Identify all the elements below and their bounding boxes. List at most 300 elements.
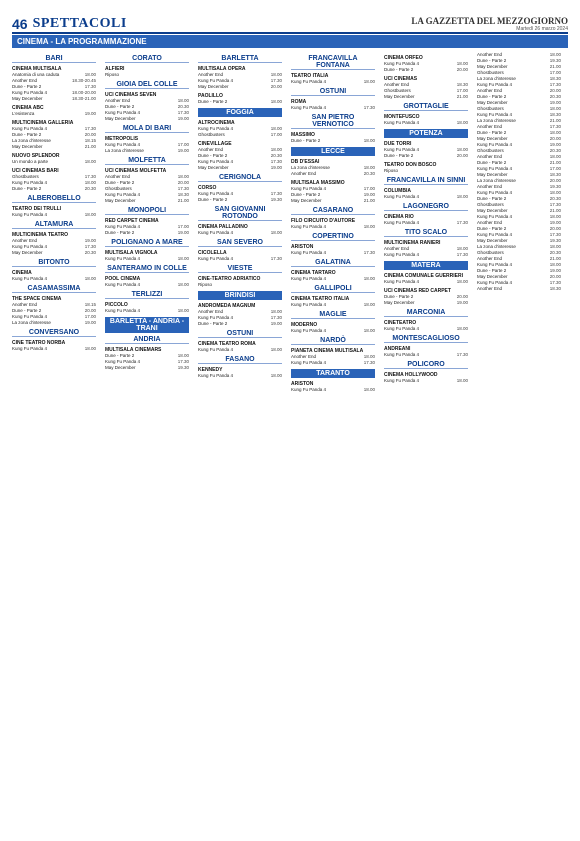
cinema-name: CINEMA COMUNALE GUERRIERI xyxy=(384,273,463,279)
showtimes: 20.00 xyxy=(270,84,282,89)
film-listing xyxy=(291,328,375,334)
showtimes: 18.00 xyxy=(177,98,189,103)
film-title: May December xyxy=(198,84,229,89)
showtimes: 18.00 xyxy=(270,72,282,77)
film-listing xyxy=(12,144,96,150)
showtimes: 18.00 xyxy=(84,212,96,217)
film-title: Kung Fu Panda 4 xyxy=(12,90,48,95)
showtimes: 18.00 xyxy=(270,347,282,352)
showtimes: 18.00 xyxy=(549,262,561,267)
film-title: Ghostbusters xyxy=(477,70,504,75)
film-listing xyxy=(12,276,96,282)
showtimes: 19.00 xyxy=(177,230,189,235)
region-banner: FOGGIA xyxy=(198,108,282,117)
film-title: May December xyxy=(105,198,136,203)
showtimes: 18.00 xyxy=(456,61,468,66)
city-heading: OSTUNI xyxy=(291,88,375,96)
city-heading: MAGLIE xyxy=(291,311,375,319)
showtimes: 19.00 xyxy=(549,142,561,147)
cinema-name: UCI CINEMAS MOLFETTA xyxy=(105,168,167,174)
section-banner: CINEMA - LA PROGRAMMAZIONE xyxy=(12,35,568,48)
film-listing xyxy=(291,387,375,393)
showtimes: 18.00 xyxy=(549,214,561,219)
film-title: Dune - Parte 2 xyxy=(384,294,414,299)
cinema-name: ARISTON xyxy=(291,244,314,250)
film-title: Kung Fu Panda 4 xyxy=(198,315,234,320)
showtimes: 21.00 xyxy=(456,94,468,99)
showtimes: 17.30 xyxy=(363,105,375,110)
film-title: Dune - Parte 2 xyxy=(12,186,42,191)
cinema-name: CINEMA RIO xyxy=(384,214,414,220)
film-listing xyxy=(105,308,189,314)
showtimes: 19.00 xyxy=(363,192,375,197)
film-title: Kung Fu Panda 4 xyxy=(477,82,513,87)
showtimes: 17.00 xyxy=(177,142,189,147)
film-title: Dune - Parte 2 xyxy=(477,58,507,63)
showtimes: 20.00 xyxy=(549,274,561,279)
showtimes: 18.00 xyxy=(177,256,189,261)
film-title: Kung Fu Panda 4 xyxy=(12,244,48,249)
film-title: Kung Fu Panda 4 xyxy=(12,126,48,131)
film-title: Another End xyxy=(105,174,131,179)
city-heading: SAN SEVERO xyxy=(198,239,282,247)
showtimes: 18.00 xyxy=(270,126,282,131)
film-title: Another End xyxy=(477,124,503,129)
showtimes: 20.00 xyxy=(456,153,468,158)
film-listing xyxy=(198,165,282,171)
film-title: La zona d'interesse xyxy=(291,165,330,170)
showtimes: 19.00 xyxy=(456,300,468,305)
cinema-name: ANDREANI xyxy=(384,346,411,352)
film-listing xyxy=(291,276,375,282)
cinema-name: CINEMA TEATRO ITALIA xyxy=(291,296,350,302)
showtimes: 18.30 xyxy=(456,82,468,87)
showtimes: 19.00 xyxy=(84,320,96,325)
film-title: Another End xyxy=(477,220,503,225)
showtimes: 18.00 xyxy=(456,279,468,284)
film-title: Dune - Parte 2 xyxy=(477,160,507,165)
film-title: La zona d'interesse xyxy=(12,320,51,325)
showtimes: 18.00 xyxy=(177,282,189,287)
film-title: Dune - Parte 2 xyxy=(477,94,507,99)
city-heading: ALTAMURA xyxy=(12,221,96,229)
showtimes: 19.00 xyxy=(84,238,96,243)
cinema-name: MONTEFUSCO xyxy=(384,114,420,120)
film-title: Kung Fu Panda 4 xyxy=(477,112,513,117)
film-listing xyxy=(12,111,96,117)
cinema-name: CINE TEATRO NORBA xyxy=(12,340,66,346)
showtimes: 19.00 xyxy=(177,116,189,121)
city-heading: GALATINA xyxy=(291,259,375,267)
film-listing xyxy=(384,279,468,285)
showtimes: 18.30 xyxy=(177,192,189,197)
showtimes: 17.00 xyxy=(549,70,561,75)
showtimes: 20.30 xyxy=(363,171,375,176)
showtimes: 18.15 xyxy=(84,138,96,143)
showtimes: 18.00 xyxy=(456,120,468,125)
city-heading: MOLFETTA xyxy=(105,157,189,165)
showtimes: 17.00 xyxy=(549,166,561,171)
cinema-name: NUOVO SPLENDOR xyxy=(12,153,60,159)
film-listing xyxy=(291,138,375,144)
film-title: Kung Fu Panda 4 xyxy=(198,373,234,378)
city-heading: LAGONEGRO xyxy=(384,203,468,211)
showtimes: 18.30-20.45 xyxy=(71,78,96,83)
showtimes: 18.30 xyxy=(549,76,561,81)
cinema-name: ALFIERI xyxy=(105,66,125,72)
cinema-name: PICCOLO xyxy=(105,302,128,308)
film-title: Kung Fu Panda 4 xyxy=(291,387,327,392)
city-heading: BITONTO xyxy=(12,259,96,267)
city-heading: POLIGNANO A MARE xyxy=(105,239,189,247)
cinema-name: UCI CINEMAS BARI xyxy=(12,168,59,174)
showtimes: 21.00 xyxy=(549,256,561,261)
city-heading: ANDRIA xyxy=(105,336,189,344)
city-heading: NARDÒ xyxy=(291,337,375,345)
film-title: Another End xyxy=(477,184,503,189)
film-title: Another End xyxy=(105,98,131,103)
film-title: Kung Fu Panda 4 xyxy=(105,282,141,287)
film-title: Kung Fu Panda 4 xyxy=(384,120,420,125)
showtimes: 18.00 xyxy=(270,230,282,235)
showtimes: 18.00 xyxy=(84,180,96,185)
city-heading: GALLIPOLI xyxy=(291,285,375,293)
showtimes: 18.00 xyxy=(363,354,375,359)
showtimes: 20.30 xyxy=(549,94,561,99)
listing-column xyxy=(198,52,282,832)
film-listing xyxy=(198,132,282,138)
showtimes: 17.30 xyxy=(270,191,282,196)
film-listing xyxy=(384,220,468,226)
film-title: May December xyxy=(477,274,508,279)
film-title: Kung Fu Panda 4 xyxy=(477,214,513,219)
cinema-name: PAOLILLO xyxy=(198,93,223,99)
film-title: La zona d'interesse xyxy=(477,178,516,183)
film-title: Dune - Parte 2 xyxy=(384,67,414,72)
film-listing xyxy=(12,346,96,352)
showtimes: 21.00 xyxy=(549,118,561,123)
showtimes: 20.00 xyxy=(549,136,561,141)
film-title: Another End xyxy=(12,78,38,83)
film-title: Dune - Parte 2 xyxy=(198,153,228,158)
cinema-name: POOL CINEMA xyxy=(105,276,141,282)
showtimes: 21.00 xyxy=(363,198,375,203)
film-listing xyxy=(105,256,189,262)
film-title: Another End xyxy=(291,171,317,176)
showtimes: 20.00 xyxy=(177,180,189,185)
film-title: Another End xyxy=(384,246,410,251)
showtimes: 18.00 xyxy=(549,52,561,57)
city-heading: VIESTE xyxy=(198,265,282,273)
film-title: Another End xyxy=(198,147,224,152)
film-title: May December xyxy=(12,250,43,255)
film-title: Ghostbusters xyxy=(477,202,504,207)
city-heading: TITO SCALO xyxy=(384,229,468,237)
showtimes: 18.00 xyxy=(549,106,561,111)
showtimes: 18.00 xyxy=(363,165,375,170)
paper-header xyxy=(411,16,568,32)
film-title: Kung Fu Panda 4 xyxy=(384,252,420,257)
region-banner: TARANTO xyxy=(291,369,375,378)
city-heading: SAN GIOVANNI ROTONDO xyxy=(198,206,282,221)
showtimes: 17.30 xyxy=(549,280,561,285)
cinema-name: TEATRO DON BOSCO xyxy=(384,162,437,168)
showtimes: 17.30 xyxy=(270,315,282,320)
film-title: Kung Fu Panda 4 xyxy=(198,256,234,261)
showtimes: 18.00-20.00 xyxy=(71,90,96,95)
cinema-name: CINEMA xyxy=(12,270,32,276)
film-listing xyxy=(12,96,96,102)
showtimes: 18.00 xyxy=(363,138,375,143)
cinema-name: METROPOLIS xyxy=(105,136,139,142)
film-title: Kung Fu Panda 4 xyxy=(291,360,327,365)
listing-column xyxy=(12,52,96,832)
film-title: Kung Fu Panda 4 xyxy=(291,328,327,333)
showtimes: 20.00 xyxy=(84,132,96,137)
film-title: Dune - Parte 2 xyxy=(291,192,321,197)
city-heading: CORATO xyxy=(105,55,189,63)
city-heading: SANTERAMO IN COLLE xyxy=(105,265,189,273)
city-heading: CASAMASSIMA xyxy=(12,285,96,293)
film-title: La zona d'interesse xyxy=(477,244,516,249)
showtimes: 18.00 xyxy=(363,387,375,392)
film-listing xyxy=(477,286,561,292)
showtimes: 18.00 xyxy=(270,99,282,104)
film-title: Ghostbusters xyxy=(477,106,504,111)
showtimes: 19.30 xyxy=(177,365,189,370)
showtimes: 18.00 xyxy=(363,276,375,281)
showtimes: 17.30 xyxy=(270,78,282,83)
showtimes: 17.30 xyxy=(177,110,189,115)
showtimes: 21.00 xyxy=(549,208,561,213)
showtimes: 18.00 xyxy=(456,246,468,251)
film-listing xyxy=(384,326,468,332)
film-title: Another End xyxy=(12,238,38,243)
film-title: Dune - Parte 2 xyxy=(12,308,42,313)
city-heading: COPERTINO xyxy=(291,233,375,241)
showtimes: 18.00 xyxy=(84,346,96,351)
city-heading: ALBEROBELLO xyxy=(12,195,96,203)
film-listing xyxy=(12,212,96,218)
cinema-name: MULTICINEMA TEATRO xyxy=(12,232,69,238)
cinema-name: MULTISALA OPERA xyxy=(198,66,246,72)
showtimes: 18.00 xyxy=(84,72,96,77)
showtimes: 17.30 xyxy=(177,186,189,191)
film-listing xyxy=(384,300,468,306)
cinema-name: TEATRO DEI TRULLI xyxy=(12,206,62,212)
film-listing xyxy=(291,224,375,230)
showtimes: 19.00 xyxy=(549,100,561,105)
cinema-name: CINEMA MULTISALA xyxy=(12,66,62,72)
showtimes: 20.00 xyxy=(456,294,468,299)
showtimes: 17.30 xyxy=(270,256,282,261)
showtimes: 17.00 xyxy=(177,224,189,229)
showtimes: 17.30 xyxy=(549,82,561,87)
showtimes: 18.00 xyxy=(549,154,561,159)
film-title: Dune - Parte 2 xyxy=(198,321,228,326)
showtimes: 20.30 xyxy=(549,250,561,255)
film-listing xyxy=(291,105,375,111)
film-title: May December xyxy=(477,136,508,141)
film-title: Anatomia di una caduta xyxy=(12,72,60,77)
film-listing xyxy=(291,360,375,366)
showtimes: 18.00 xyxy=(549,130,561,135)
showtimes: 17.30 xyxy=(456,220,468,225)
film-title: Kung Fu Panda 4 xyxy=(291,224,327,229)
showtimes: 20.00 xyxy=(84,308,96,313)
showtimes: 17.30 xyxy=(549,232,561,237)
film-title: Kung Fu Panda 4 xyxy=(12,346,48,351)
showtimes: 18.30 xyxy=(549,172,561,177)
film-listing xyxy=(198,256,282,262)
cinema-name: MULTICINEMA RANIERI xyxy=(384,240,441,246)
cinema-name: UCI CINEMAS SEVEN xyxy=(105,92,157,98)
film-listing xyxy=(384,67,468,73)
city-heading: MONOPOLI xyxy=(105,207,189,215)
cinema-name: MULTICINEMA GALLERIA xyxy=(12,120,74,126)
film-listing xyxy=(384,94,468,100)
film-title: Dune - Parte 2 xyxy=(105,104,135,109)
city-heading: FRANCAVILLA IN SINNI xyxy=(384,177,468,185)
film-title: Un mondo a parte xyxy=(12,159,49,164)
showtimes: 21.00 xyxy=(549,160,561,165)
cinema-name: PIANETA CINEMA MULTISALA xyxy=(291,348,364,354)
film-listing xyxy=(291,171,375,177)
showtimes: 19.30 xyxy=(270,197,282,202)
city-heading: CONVERSANO xyxy=(12,329,96,337)
film-title: Kung Fu Panda 4 xyxy=(198,126,234,131)
showtimes: 19.00 xyxy=(270,165,282,170)
film-title: L'esistenza xyxy=(12,111,35,116)
region-banner: BARLETTA - ANDRIA - TRANI xyxy=(105,317,189,333)
issue-date: Martedì 26 marzo 2024 xyxy=(516,26,568,32)
cinema-name: CORSO xyxy=(198,185,217,191)
listing-column xyxy=(477,52,561,832)
showtimes: 21.00 xyxy=(84,144,96,149)
showtimes: 20.30 xyxy=(549,196,561,201)
showtimes: 20.00 xyxy=(549,88,561,93)
cinema-name: FILO CIRCUITO D'AUTORE xyxy=(291,218,356,224)
film-listing xyxy=(384,352,468,358)
showtimes: 17.30 xyxy=(363,360,375,365)
film-title: Another End xyxy=(477,256,503,261)
city-heading: GROTTAGLIE xyxy=(384,103,468,111)
showtimes: 18.00 xyxy=(456,147,468,152)
region-banner: MATERA xyxy=(384,261,468,270)
film-title: Another End xyxy=(477,88,503,93)
film-title: Kung Fu Panda 4 xyxy=(477,142,513,147)
film-title: Dune - Parte 2 xyxy=(198,197,228,202)
film-title: Another End xyxy=(477,154,503,159)
film-listing xyxy=(105,282,189,288)
film-title: Dune - Parte 2 xyxy=(384,153,414,158)
region-banner: POTENZA xyxy=(384,129,468,138)
showtimes: 19.00 xyxy=(270,321,282,326)
film-title: Dune - Parte 2 xyxy=(477,196,507,201)
film-title: May December xyxy=(477,172,508,177)
film-listing xyxy=(384,194,468,200)
cinema-name: CINEMA TEATRO ROMA xyxy=(198,341,256,347)
showtimes: 18.00 xyxy=(270,309,282,314)
cinema-name: CINETEATRO xyxy=(384,320,417,326)
showtimes: 18.00 xyxy=(456,378,468,383)
showtimes: 20.30 xyxy=(549,148,561,153)
film-title: Kung Fu Panda 4 xyxy=(198,230,234,235)
showtimes: 17.30 xyxy=(363,250,375,255)
city-heading: SAN PIETRO VERNOTICO xyxy=(291,114,375,129)
film-title: May December xyxy=(291,198,322,203)
film-title: Kung Fu Panda 4 xyxy=(105,142,141,147)
listing-column xyxy=(105,52,189,832)
city-heading: CERIGNOLA xyxy=(198,174,282,182)
film-listing xyxy=(105,230,189,236)
film-title: Dune - Parte 2 xyxy=(105,353,135,358)
film-title: Kung Fu Panda 4 xyxy=(384,352,420,357)
film-title: Dune - Parte 2 xyxy=(477,268,507,273)
cinema-name: MULTISALA MASSIMO xyxy=(291,180,345,186)
film-title: Kung Fu Panda 4 xyxy=(291,79,327,84)
showtimes: 17.30 xyxy=(84,84,96,89)
showtimes: 18.00 xyxy=(456,194,468,199)
cinema-name: MODERNO xyxy=(291,322,318,328)
showtimes: 18.00 xyxy=(363,302,375,307)
showtimes: 18.00 xyxy=(363,79,375,84)
film-title: May December xyxy=(384,300,415,305)
showtimes: 18.00 xyxy=(549,190,561,195)
film-title: La zona d'interesse xyxy=(105,148,144,153)
film-title: Kung Fu Panda 4 xyxy=(105,110,141,115)
section-title: SPETTACOLI xyxy=(32,16,127,31)
showtimes: 18.00 xyxy=(363,328,375,333)
film-title: La zona d'interesse xyxy=(477,76,516,81)
film-title: Kung Fu Panda 4 xyxy=(291,105,327,110)
cinema-name: KENNEDY xyxy=(198,367,223,373)
cinema-name: ANDROMEDA MAGNUM xyxy=(198,303,256,309)
showtimes: 20.30 xyxy=(84,250,96,255)
film-listing xyxy=(291,250,375,256)
masthead xyxy=(12,14,568,34)
film-title: Kung Fu Panda 4 xyxy=(477,280,513,285)
showtimes: 17.30 xyxy=(456,352,468,357)
film-listing xyxy=(384,168,468,174)
film-listing xyxy=(198,347,282,353)
showtimes: 18.00 xyxy=(177,174,189,179)
cinema-name: ARISTON xyxy=(291,381,314,387)
film-listing xyxy=(198,282,282,288)
film-title: Kung Fu Panda 4 xyxy=(384,61,420,66)
cinema-name: CINEMA TARTARO xyxy=(291,270,336,276)
film-listing xyxy=(105,198,189,204)
showtimes: 20.00 xyxy=(549,178,561,183)
film-title: May December xyxy=(384,94,415,99)
city-heading: BARI xyxy=(12,55,96,63)
film-title: Kung Fu Panda 4 xyxy=(384,378,420,383)
showtimes: 17.30 xyxy=(84,174,96,179)
film-title: Kung Fu Panda 4 xyxy=(477,190,513,195)
city-heading: POLICORO xyxy=(384,361,468,369)
film-title: Kung Fu Panda 4 xyxy=(12,180,48,185)
film-listing xyxy=(384,153,468,159)
film-title: Kung Fu Panda 4 xyxy=(198,159,234,164)
showtimes: 17.00 xyxy=(363,186,375,191)
showtimes: 17.30 xyxy=(84,126,96,131)
cinema-name: RED CARPET CINEMA xyxy=(105,218,159,224)
showtimes: 18.00 xyxy=(84,276,96,281)
film-title: May December xyxy=(105,365,136,370)
film-title: Kung Fu Panda 4 xyxy=(477,166,513,171)
film-title: Another End xyxy=(291,354,317,359)
film-title: May December xyxy=(477,208,508,213)
